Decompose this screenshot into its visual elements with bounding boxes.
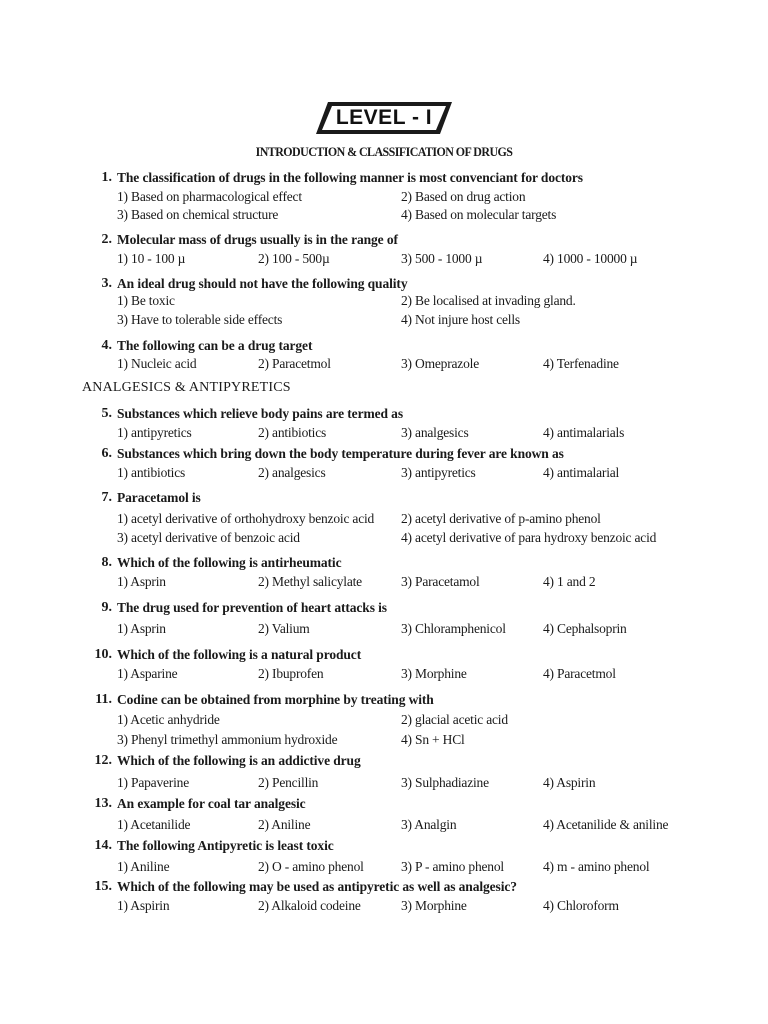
- option: 1) Be toxic: [117, 293, 175, 308]
- level-banner: [316, 102, 452, 134]
- question-stem: The classification of drugs in the following manner is most convenciant for doctors: [117, 170, 583, 185]
- option: 2) 100 - 500µ: [258, 251, 330, 266]
- page-subtitle: INTRODUCTION & CLASSIFICATION OF DRUGS: [255, 144, 513, 159]
- option: 4) 1000 - 10000 µ: [543, 251, 638, 266]
- question-number: 1.: [101, 170, 112, 185]
- option: 4) Aspirin: [543, 775, 596, 790]
- option: 2) Paracetmol: [258, 356, 331, 371]
- question-number: 7.: [101, 490, 112, 505]
- option: 1) Acetanilide: [117, 817, 191, 832]
- question-number: 8.: [101, 555, 112, 570]
- option: 3) P - amino phenol: [401, 859, 504, 874]
- question-stem: Substances which relieve body pains are termed as: [117, 406, 403, 421]
- option: 3) 500 - 1000 µ: [401, 251, 483, 266]
- option: 4) Acetanilide & aniline: [543, 817, 669, 832]
- option: 1) 10 - 100 µ: [117, 251, 186, 266]
- option: 2) Aniline: [258, 817, 311, 832]
- question-stem: Which of the following is an addictive drug: [117, 753, 361, 768]
- option: 1) Asparine: [117, 666, 178, 681]
- option: 3) Morphine: [401, 666, 467, 681]
- option: 2) glacial acetic acid: [401, 712, 508, 727]
- option: 3) Based on chemical structure: [117, 207, 279, 222]
- question-number: 4.: [101, 338, 112, 353]
- option: 3) Analgin: [401, 817, 457, 832]
- option: 1) acetyl derivative of orthohydroxy benzoic acid: [117, 511, 375, 526]
- option: 2) O - amino phenol: [258, 859, 364, 874]
- question-number: 15.: [94, 879, 112, 894]
- option: 4) Chloroform: [543, 898, 619, 913]
- question-stem: Paracetamol is: [117, 490, 201, 505]
- option: 1) Based on pharmacological effect: [117, 189, 302, 204]
- option: 2) analgesics: [258, 465, 326, 480]
- option: 1) antibiotics: [117, 465, 186, 480]
- question-stem: Codine can be obtained from morphine by treating with: [117, 692, 434, 707]
- option: 4) acetyl derivative of para hydroxy benzoic acid: [401, 530, 657, 545]
- question-number: 12.: [94, 753, 112, 768]
- option: 2) Based on drug action: [401, 189, 526, 204]
- question-stem: Which of the following may be used as antipyretic as well as analgesic?: [117, 879, 517, 894]
- option: 3) antipyretics: [401, 465, 476, 480]
- question-stem: The following Antipyretic is least toxic: [117, 838, 334, 853]
- question-stem: An ideal drug should not have the following quality: [117, 276, 408, 291]
- question-number: 3.: [101, 276, 112, 291]
- option: 1) Papaverine: [117, 775, 189, 790]
- option: 2) Pencillin: [258, 775, 319, 790]
- option: 3) Paracetamol: [401, 574, 480, 589]
- question-number: 2.: [101, 232, 112, 247]
- question-number: 9.: [101, 600, 112, 615]
- question-number: 10.: [94, 647, 112, 662]
- question-number: 13.: [94, 796, 112, 811]
- option: 1) Asprin: [117, 574, 166, 589]
- option: 1) Aniline: [117, 859, 170, 874]
- question-stem: Molecular mass of drugs usually is in the range of: [117, 232, 398, 247]
- option: 4) Sn + HCl: [401, 732, 465, 747]
- option: 2) Be localised at invading gland.: [401, 293, 576, 308]
- question-number: 14.: [94, 838, 112, 853]
- option: 3) Phenyl trimethyl ammonium hydroxide: [117, 732, 338, 747]
- option: 2) Alkaloid codeine: [258, 898, 361, 913]
- question-stem: Which of the following is antirheumatic: [117, 555, 342, 570]
- option: 3) Chloramphenicol: [401, 621, 506, 636]
- option: 3) analgesics: [401, 425, 469, 440]
- option: 3) Have to tolerable side effects: [117, 312, 283, 327]
- question-stem: The following can be a drug target: [117, 338, 313, 353]
- question-stem: Which of the following is a natural product: [117, 647, 362, 662]
- option: 2) antibiotics: [258, 425, 327, 440]
- option: 1) Aspirin: [117, 898, 170, 913]
- option: 2) Methyl salicylate: [258, 574, 362, 589]
- option: 4) antimalarials: [543, 425, 625, 440]
- option: 4) Cephalsoprin: [543, 621, 627, 636]
- option: 4) Paracetmol: [543, 666, 616, 681]
- question-number: 5.: [101, 406, 112, 421]
- option: 2) acetyl derivative of p-amino phenol: [401, 511, 601, 526]
- question-stem: The drug used for prevention of heart attacks is: [117, 600, 387, 615]
- section-heading: ANALGESICS & ANTIPYRETICS: [82, 380, 291, 395]
- level-title: LEVEL - I: [335, 106, 433, 129]
- option: 4) Not injure host cells: [401, 312, 520, 327]
- option: 4) 1 and 2: [543, 574, 596, 589]
- option: 4) m - amino phenol: [543, 859, 650, 874]
- option: 1) Acetic anhydride: [117, 712, 220, 727]
- option: 3) Omeprazole: [401, 356, 479, 371]
- option: 4) antimalarial: [543, 465, 620, 480]
- option: 1) Asprin: [117, 621, 166, 636]
- question-stem: Substances which bring down the body temperature during fever are known as: [117, 446, 564, 461]
- option: 4) Based on molecular targets: [401, 207, 557, 222]
- option: 4) Terfenadine: [543, 356, 619, 371]
- question-number: 6.: [101, 446, 112, 461]
- option: 3) acetyl derivative of benzoic acid: [117, 530, 300, 545]
- option: 3) Morphine: [401, 898, 467, 913]
- option: 1) Nucleic acid: [117, 356, 197, 371]
- option: 3) Sulphadiazine: [401, 775, 489, 790]
- question-number: 11.: [95, 692, 112, 707]
- option: 2) Valium: [258, 621, 310, 636]
- question-stem: An example for coal tar analgesic: [117, 796, 306, 811]
- option: 2) Ibuprofen: [258, 666, 324, 681]
- option: 1) antipyretics: [117, 425, 192, 440]
